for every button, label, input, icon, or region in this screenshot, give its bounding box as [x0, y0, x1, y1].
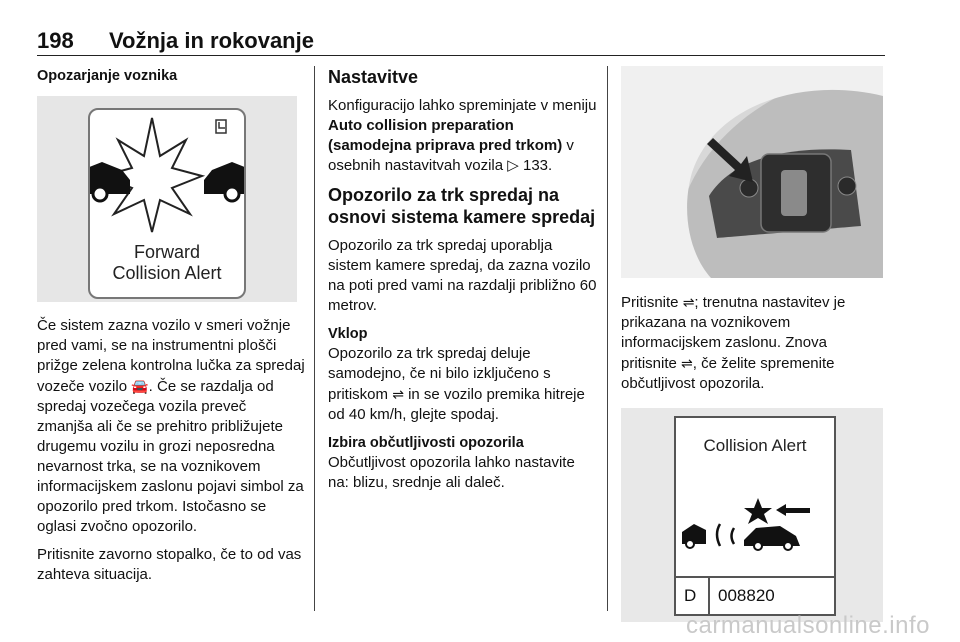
column-3 [621, 66, 885, 622]
header-rule [37, 55, 885, 56]
page-reference: 133. [523, 157, 553, 174]
column-2 [328, 66, 598, 501]
code-letter: D [684, 586, 697, 605]
page-number: 198 [37, 28, 74, 53]
ref-arrow-icon: ▷ [507, 157, 519, 174]
steering-wheel-icon [621, 66, 883, 278]
code-separator [708, 578, 710, 614]
collision-alert-display [674, 416, 836, 616]
column-divider-1 [314, 66, 315, 611]
figure-code [676, 576, 834, 614]
collision-button-icon: ⇌ [682, 294, 695, 310]
paragraph-settings: Konfiguracijo lahko spreminjate v meniju Auto collision preparation (samodejna priprava pred trkom) v osebnih nastavitvah vozila ▷ 133. [328, 97, 597, 174]
collision-button-icon: ⇌ [392, 386, 404, 402]
paragraph-activation: Opozorilo za trk spredaj deluje samodejno, če ni bilo izključeno s pritiskom ⇌ in se vozilo premika hitreje od 40 km/h, glejte spodaj. [328, 345, 585, 423]
page-header [37, 28, 885, 54]
display-title: Collision Alert [703, 436, 807, 455]
menu-name: Auto collision preparation (samodejna priprava pred trkom) [328, 117, 563, 154]
paragraph-press-button: Pritisnite ⇌; trenutna nastavitev je prikazana na voznikovem informacijskem zaslonu. Znova pritisnite ⇌, če želite spremenite občutljivost opozorila. [621, 294, 846, 392]
steering-wheel-figure [621, 66, 883, 278]
subheading-activation: Vklop [328, 326, 368, 342]
forward-collision-alert-figure [37, 96, 297, 302]
paragraph-detection: Če sistem zazna vozilo v smeri vožnje pred vami, se na instrumentni plošči prižge zelena kontrolna lučka za spredaj vozeče vozilo 🚘. Če se razdalja od spredaj vozečega vozila preveč zmanjša ali če se prehitro približujete drugemu vozilu in grozi neposredna nevarnost trka, se na voznikovem informacijskem zaslonu pojavi simbol za opozorilo pred trkom. Istočasno se oglasi zvočno opozorilo. [37, 317, 305, 535]
paragraph-camera: Opozorilo za trk spredaj uporablja sistem kamere spredaj, da zazna vozilo na poti pred vami na razdalji približno 60 metrov. [328, 237, 597, 314]
section-heading-driver-alert: Opozarjanje voznika [37, 68, 178, 84]
collision-alert-icon [676, 494, 834, 554]
paragraph-sensitivity: Občutljivost opozorila lahko nastavite na: blizu, srednje ali daleč. [328, 454, 575, 491]
paragraph-brake: Pritisnite zavorno stopalko, če to od vas zahteva situacija. [37, 546, 302, 583]
collision-button-icon: ⇌ [681, 355, 693, 371]
fig1-line2: Collision Alert [112, 263, 222, 283]
subheading-sensitivity: Izbira občutljivosti opozorila [328, 435, 524, 451]
section-heading-settings: Nastavitve [328, 67, 419, 87]
column-1 [37, 66, 305, 593]
section-heading-camera-alert: Opozorilo za trk spredaj na osnovi sistema kamere spredaj [328, 185, 596, 227]
vehicle-ahead-icon: 🚘 [131, 378, 149, 394]
alert-display [88, 108, 246, 299]
code-number: 008820 [718, 586, 775, 605]
collision-alert-display-figure [621, 408, 883, 622]
page-title: Vožnja in rokovanje [109, 28, 314, 53]
fig1-line1: Forward [133, 242, 200, 262]
watermark: carmanualsonline.info [686, 612, 930, 639]
column-divider-2 [607, 66, 608, 611]
